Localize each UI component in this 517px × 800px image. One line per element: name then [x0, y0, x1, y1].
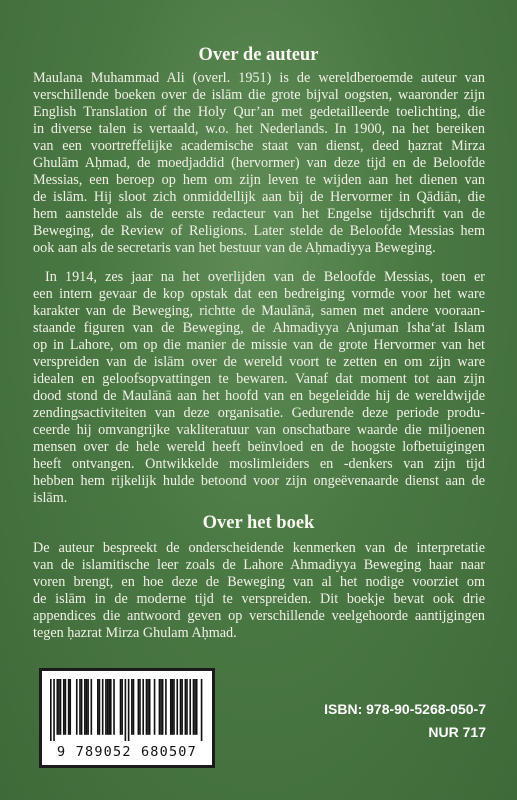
barcode-bar [186, 679, 188, 735]
barcode-bar [110, 679, 112, 735]
barcode-bar [79, 679, 81, 735]
text-line: tegen ḥazrat Mirza Ghulam Aḥmad. [33, 625, 237, 641]
text-line: voren brengt, en hoe deze de Beweging van al het nodige voorziet om [33, 574, 485, 590]
barcode-bar [121, 679, 123, 735]
barcode-bar [160, 679, 162, 735]
text-line: een intern gevaar de kop opstak dat een bedreiging vormde voor het ware [33, 286, 485, 302]
barcode-bar [159, 679, 161, 735]
text-line: ceerde hij omvangrijke vakliteratuur van onschatbare waarde die miljoenen [33, 422, 485, 438]
barcode [39, 668, 215, 768]
text-line: verspreiden van de islām over de wereld voort te zetten en om zijn ware [33, 354, 485, 370]
text-line: Maulana Muhammad Ali (overl. 1951) is de wereldberoemde auteur van [33, 70, 485, 86]
barcode-bar [131, 679, 133, 735]
text-line: heeft ontvangen. Ontwikkelde moslimleiders en -denkers van zijn tijd [33, 456, 485, 472]
barcode-bar [146, 679, 148, 735]
barcode-bar [142, 679, 144, 735]
barcode-bar [149, 679, 151, 735]
text-line: in diverse talen is vertaald, w.o. het Nederlands. In 1900, na het bereiken [33, 121, 485, 137]
barcode-bar [91, 679, 93, 735]
barcode-bar [154, 679, 156, 735]
barcode-bar [60, 679, 62, 735]
text-line: appendices die antwoord geven op verschillende veelgehoorde aantijgingen [33, 608, 485, 624]
text-line: De auteur bespreekt de onderscheidende kenmerken van de interpretatie [33, 540, 485, 556]
barcode-bar [185, 679, 187, 735]
barcode-bar [58, 679, 60, 735]
text-line: hebben hem rijkelijk hulde betoond voor zijn ongeëvenaarde dienst aan de [33, 473, 485, 489]
barcode-bar [147, 679, 149, 735]
text-line: mensen over de hele wereld heeft beïnvloed en de hoogste lofbetuigingen [33, 439, 485, 455]
isbn-number: ISBN: 978-90-5268-050-7 [324, 701, 486, 717]
barcode-bar [138, 679, 140, 735]
barcode-bar [172, 679, 174, 735]
text-line: English Translation of the Holy Qur’an met gedetailleerde toelichting, die [33, 104, 485, 120]
author-paragraph-2 [33, 269, 485, 507]
text-line: dood stond de Maulānā aan het hoofd van en begeleidde hij de wereldwijde [33, 388, 485, 404]
text-line: idealen en geloofsopvattingen te bewaren. Vanaf dat moment tot aan zijn [33, 371, 485, 387]
barcode-bar [113, 679, 115, 735]
book-paragraph [33, 540, 485, 642]
barcode-bar [76, 679, 78, 735]
barcode-bar [201, 679, 203, 741]
barcode-bar [105, 679, 107, 735]
nur-code: NUR 717 [428, 724, 486, 740]
barcode-bar [196, 679, 198, 735]
barcode-bar [120, 679, 122, 735]
barcode-bar [99, 679, 101, 735]
barcode-bar [193, 679, 195, 735]
barcode-bar [128, 679, 130, 741]
section-title-book: Over het boek [202, 513, 315, 533]
barcode-bar [125, 679, 127, 741]
barcode-bar [162, 679, 164, 735]
section-title-author: Over de auteur [198, 45, 319, 65]
barcode-bar [107, 679, 109, 735]
barcode-bar [65, 679, 67, 735]
text-line: islām. [33, 490, 68, 506]
barcode-bar [189, 679, 191, 735]
barcode-bar [181, 679, 183, 735]
barcode-bar [176, 679, 178, 735]
barcode-bars [50, 679, 204, 741]
text-line: staande figuren van de Beweging, de Ahmadiyya Anjuman Isha‘at Islam [33, 320, 485, 336]
barcode-bar [180, 679, 182, 735]
text-line: Beweging, de Review of Religions. Later stelde de Beloofde Messias hem [33, 223, 485, 239]
barcode-bar [69, 679, 71, 735]
barcode-bar [63, 679, 65, 735]
barcode-bar [87, 679, 89, 735]
barcode-bar [165, 679, 167, 735]
barcode-bar [50, 679, 52, 741]
barcode-bar [86, 679, 88, 735]
barcode-bar [97, 679, 99, 735]
text-line: de islām. Hij sloot zich onmiddellijk aan bij de Hervormer in Qādiān, die [33, 189, 485, 205]
barcode-bar [68, 679, 70, 735]
barcode-bar [108, 679, 110, 735]
text-line: van een voortreffelijke academische staat van dienst, deed ḥazrat Mirza [33, 138, 485, 154]
barcode-bar [53, 679, 55, 741]
barcode-bar [170, 679, 172, 735]
barcode-bar [81, 679, 83, 735]
barcode-bar [133, 679, 135, 735]
barcode-bar [102, 679, 104, 735]
author-paragraph-1 [33, 70, 485, 257]
text-line: op in Lahore, om op die manier de missie van de grote Hervormer van het [33, 337, 485, 353]
barcode-bar [194, 679, 196, 735]
barcode-bar [139, 679, 141, 735]
text-line: van de islamitische leer zoals de Lahore Ahmadiyya Beweging haar naar [33, 557, 485, 573]
text-line: Ghulām Aḥmad, de moedjaddid (hervormer) van deze tijd en de Beloofde [33, 155, 485, 171]
text-line: karakter van de Beweging, richtte de Maulānā, samen met andere vooraan- [33, 303, 485, 319]
barcode-digits: 9 789052 680507 [57, 744, 197, 760]
text-line: In 1914, zes jaar na het overlijden van de Beloofde Messias, toen er [45, 269, 485, 285]
text-line: hem aanstelde als de eerste redacteur van het Engelse tijdschrift van de [33, 206, 485, 222]
text-line: ook aan als de secretaris van het bestuur van de Aḥmadiyya Beweging. [33, 240, 436, 256]
text-line: Messias, een beroep op hem om zijn leven te wijden aan het dienen van [33, 172, 485, 188]
text-line: verschillende boeken over de islām die grote bijval oogsten, waaronder zijn [33, 87, 485, 103]
barcode-bar [84, 679, 86, 735]
text-line: zendingsactiviteiten van deze organisatie. Gedurende deze periode produ- [33, 405, 485, 421]
text-line: de islām in de moderne tijd te verspreiden. Dit boekje bevat ook drie [33, 591, 485, 607]
barcode-bar [173, 679, 175, 735]
barcode-bar [56, 679, 58, 735]
